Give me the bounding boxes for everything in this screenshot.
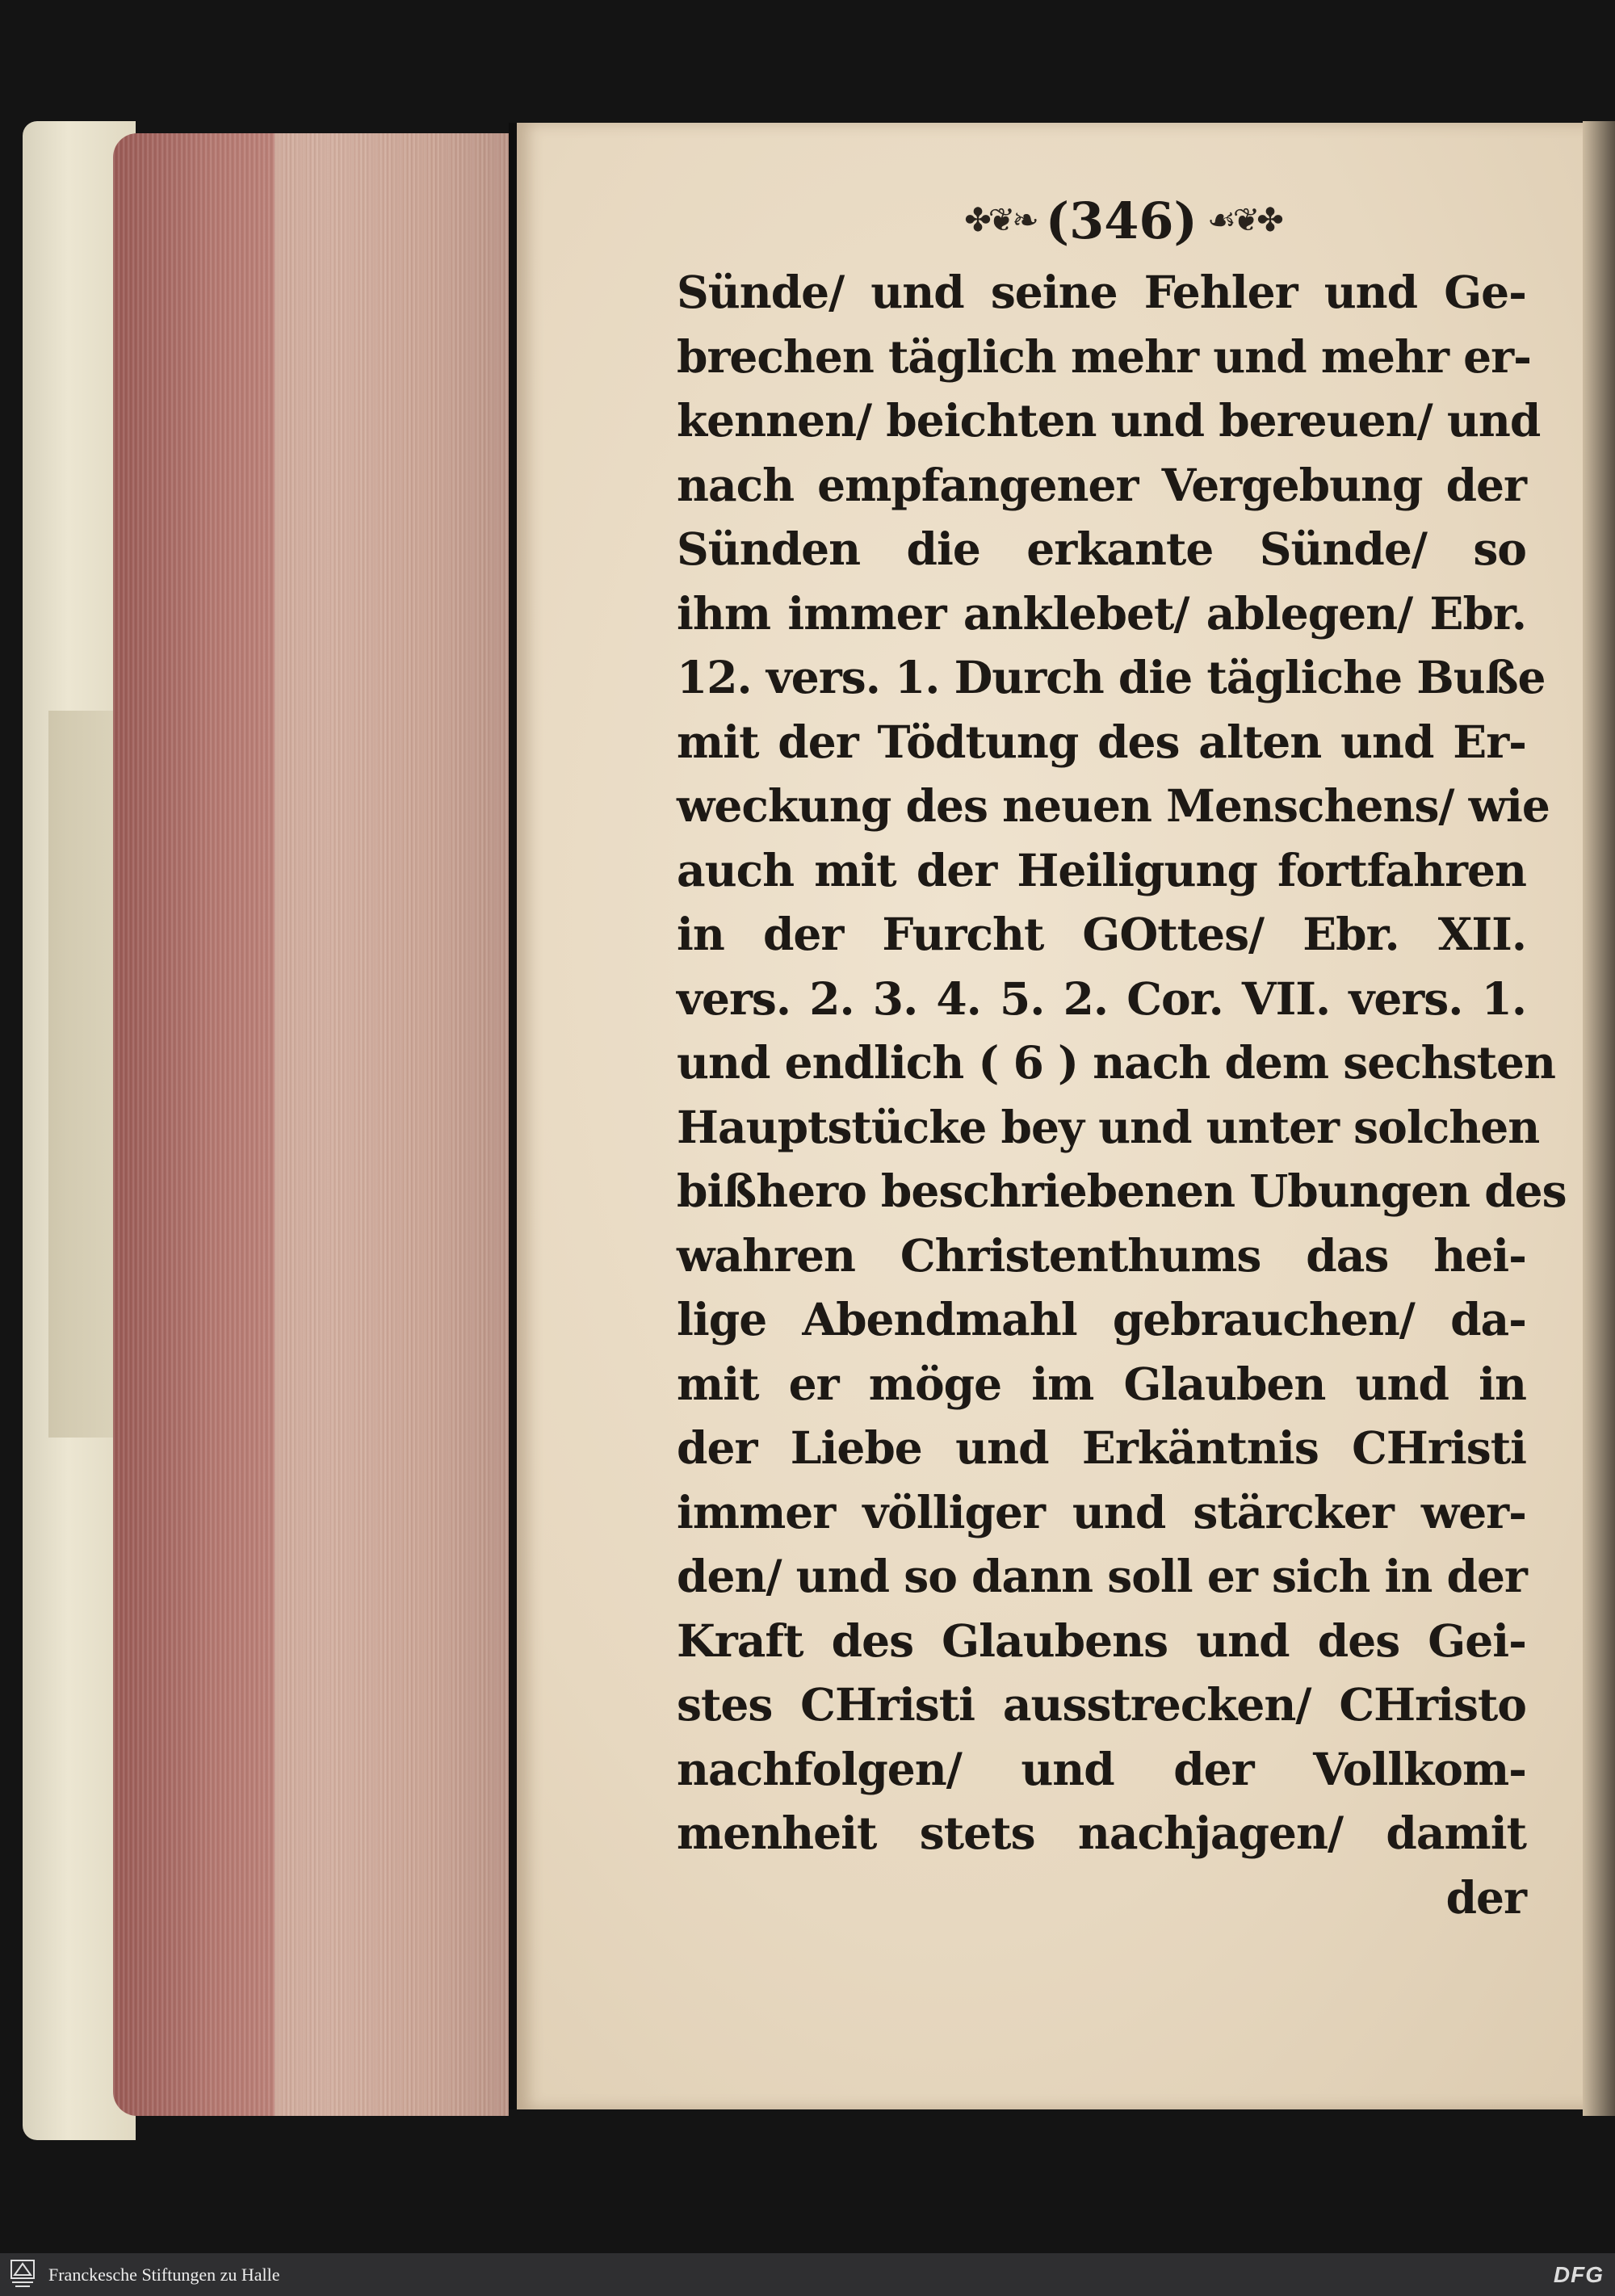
- ornament-right-icon: ☙❦✤: [1206, 202, 1281, 239]
- text-line: mit er möge im Glauben und in: [677, 1357, 1526, 1410]
- text-line: 12. vers. 1. Durch die tägliche Buße: [677, 651, 1546, 703]
- text-line: und endlich ( 6 ) nach dem sechsten: [677, 1036, 1556, 1089]
- text-line: Sünde/ und seine Fehler und Ge-: [677, 266, 1526, 318]
- institution-name: Franckesche Stiftungen zu Halle: [48, 2265, 280, 2285]
- logo-emblem-icon: [9, 2259, 36, 2290]
- text-line: auch mit der Heiligung fortfahren: [677, 843, 1526, 896]
- body-text: [677, 260, 1567, 1929]
- dfg-logo: DFG: [1553, 2262, 1604, 2287]
- catchword: der: [1445, 1870, 1526, 1924]
- viewer-footer: [0, 2253, 1615, 2296]
- page-number: (346): [1045, 191, 1198, 250]
- text-line: weckung des neuen Menschens/ wie: [677, 779, 1550, 832]
- text-line: brechen täglich mehr und mehr er-: [677, 329, 1531, 383]
- text-line: lige Abendmahl gebrauchen/ da-: [677, 1293, 1526, 1345]
- ornament-left-icon: ✤❦❧: [964, 202, 1036, 239]
- facing-page-edge: [1583, 121, 1615, 2116]
- text-line: stes CHristi ausstrecken/ CHristo: [677, 1678, 1526, 1731]
- page-header: [929, 192, 1316, 249]
- text-line: den/ und so dann soll er sich in der: [677, 1550, 1527, 1602]
- text-line: der Liebe und Erkäntnis CHristi: [677, 1421, 1526, 1474]
- text-line: immer völliger und stärcker wer-: [677, 1485, 1526, 1538]
- text-line: ihm immer anklebet/ ablegen/ Ebr.: [677, 586, 1526, 640]
- cover-flap: [48, 711, 121, 1438]
- text-line: in der Furcht GOttes/ Ebr. XII.: [677, 908, 1526, 960]
- text-line: Sünden die erkante Sünde/ so: [677, 523, 1526, 575]
- text-line: menheit stets nachjagen/ damit: [677, 1807, 1526, 1859]
- institution-logo-icon: [6, 2258, 39, 2290]
- text-line: nachfolgen/ und der Vollkom-: [677, 1742, 1526, 1795]
- text-line: mit der Tödtung des alten und Er-: [677, 715, 1526, 768]
- text-line: wahren Christenthums das hei-: [677, 1228, 1526, 1282]
- text-line: Hauptstücke bey und unter solchen: [677, 1100, 1540, 1153]
- text-line: bißhero beschriebenen Ubungen des: [677, 1165, 1567, 1217]
- page-block-edge-light: [275, 133, 509, 2116]
- text-line: nach empfangener Vergebung der: [677, 458, 1526, 511]
- text-line: vers. 2. 3. 4. 5. 2. Cor. VII. vers. 1.: [677, 972, 1526, 1025]
- text-line: Kraft des Glaubens und des Gei-: [677, 1614, 1526, 1667]
- text-line: kennen/ beichten und bereuen/ und: [677, 394, 1541, 447]
